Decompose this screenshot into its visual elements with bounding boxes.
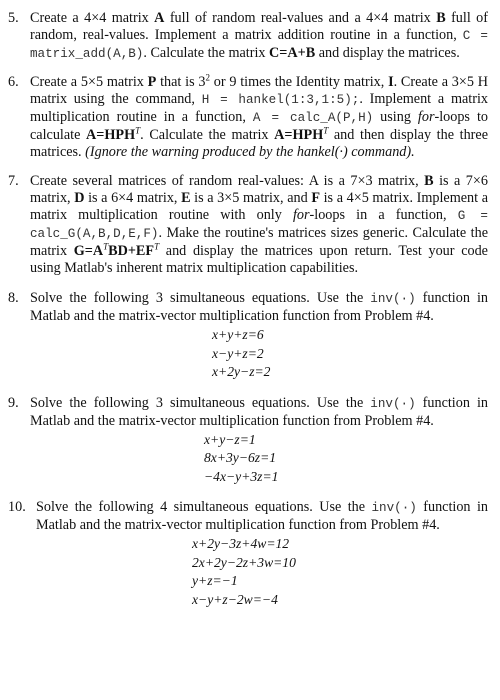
problem-text [36, 499, 488, 609]
text: and then display the three matrices. [30, 127, 488, 160]
superscript: T [135, 125, 141, 136]
problem-10 [8, 499, 488, 609]
text: that is 3 [156, 74, 206, 90]
equation: x−y+z−2w=−4 [192, 591, 278, 607]
text: is a 3×5 matrix, and [190, 190, 312, 206]
matrix-symbol: D [74, 190, 85, 206]
equation: x+2y−3z+4w=12 [192, 536, 290, 551]
text: -loops to calculate [30, 109, 488, 143]
problem-text [30, 395, 488, 487]
equation: x−y+z=2 [212, 345, 264, 361]
superscript: 2 [205, 72, 210, 83]
text: Solve the following 3 simultaneous equations. Use the [30, 394, 371, 411]
problem-number: 8. [8, 290, 19, 306]
equation-system [36, 535, 488, 609]
matrix-symbol: B [436, 10, 446, 26]
problem-text [30, 74, 488, 161]
equation: 2x+2y−2z+3w=10 [192, 554, 296, 570]
equation: x+y−z=1 [204, 431, 256, 447]
text: is a 6×4 matrix, [84, 190, 182, 206]
text: Solve the following 3 simultaneous equations. Use the [30, 290, 371, 306]
problem-8 [8, 290, 488, 382]
code-snippet: G = calc_G(A,B,D,E,F) [30, 209, 488, 241]
text: full of random real-values and a 4×4 matrix [164, 10, 437, 26]
text: Create a 5×5 matrix [30, 74, 148, 90]
problem-number: 5. [8, 10, 19, 26]
text: is a 7×6 matrix, [30, 173, 488, 206]
text: . Create a 3×5 H matrix using the command, [30, 74, 488, 107]
problem-number: 10. [8, 499, 26, 515]
code-snippet: inv(·) [370, 396, 416, 411]
code-snippet: inv(·) [370, 292, 416, 306]
text: and display the matrices. [315, 45, 460, 61]
problem-5 [8, 10, 488, 63]
text: -loops in a function, [309, 207, 458, 223]
text: function in Matlab and the matrix-vector multiplication function from Problem #4. [30, 394, 488, 429]
problem-number: 7. [8, 173, 19, 189]
matrix-expression: G=A [73, 243, 104, 259]
code-snippet: inv(·) [371, 501, 417, 515]
matrix-symbol: B [424, 173, 434, 189]
text: full of random, real-values. Implement a matrix addition routine in a function, [30, 10, 488, 43]
matrix-symbol: I [388, 74, 394, 90]
text: . Calculate the matrix [140, 127, 275, 143]
problem-6 [8, 74, 488, 161]
problem-text [30, 10, 488, 63]
text: function in Matlab and the matrix-vector multiplication function from Problem #4. [36, 499, 488, 533]
text: is a 4×5 matrix. Implement a matrix multiplication routine with only [30, 190, 488, 223]
code-snippet: H = hankel(1:3,1:5); [201, 93, 360, 107]
code-snippet: A = calc_A(P,H) [252, 111, 374, 125]
problem-text [30, 173, 488, 277]
text: . Make the routine's matrices sizes generic. Calculate the matrix [30, 225, 488, 259]
emphasis: for [292, 207, 310, 223]
equation: x+2y−z=2 [212, 364, 271, 379]
problem-9 [8, 395, 488, 487]
note: (Ignore the warning produced by the hankel(·) command). [85, 144, 415, 160]
matrix-expression: A=HPH [274, 127, 324, 143]
equation-system [30, 326, 488, 382]
matrix-symbol: A [154, 10, 165, 26]
matrix-symbol: P [147, 74, 157, 90]
code-snippet: C = matrix_add(A,B) [30, 29, 488, 61]
problem-number: 6. [8, 74, 19, 90]
equation: −4x−y+3z=1 [204, 468, 279, 484]
text: Create several matrices of random real-values: A is a 7×3 matrix, [30, 173, 425, 189]
superscript: T [323, 125, 329, 136]
matrix-symbol: F [311, 190, 320, 206]
text: and display the matrices upon return. Test your code using Matlab's inherent matrix multiplication capabilities. [30, 243, 488, 276]
text: Create a 4×4 matrix [30, 10, 155, 26]
problem-text [30, 290, 488, 382]
text: function in Matlab and the matrix-vector multiplication function from Problem #4. [30, 290, 488, 324]
equation: x+y+z=6 [212, 327, 264, 342]
text: . Implement a matrix multiplication routine in a function, [30, 91, 488, 125]
equation: 8x+3y−6z=1 [204, 450, 277, 465]
problem-number: 9. [8, 394, 19, 411]
text: or 9 times the Identity matrix, [209, 74, 389, 90]
text: . Calculate the matrix [143, 45, 270, 61]
superscript: T [103, 241, 109, 252]
problem-7 [8, 173, 488, 277]
emphasis: for [417, 109, 435, 125]
text: using [373, 109, 418, 125]
text: Solve the following 4 simultaneous equations. Use the [36, 499, 372, 515]
equation: y+z=−1 [192, 573, 238, 588]
matrix-symbol: E [181, 190, 191, 206]
matrix-expression: BD+EF [108, 243, 155, 259]
matrix-expression: C=A+B [269, 45, 316, 61]
equation-system [30, 431, 488, 487]
superscript: T [154, 241, 160, 252]
matrix-expression: A=HPH [86, 127, 136, 143]
